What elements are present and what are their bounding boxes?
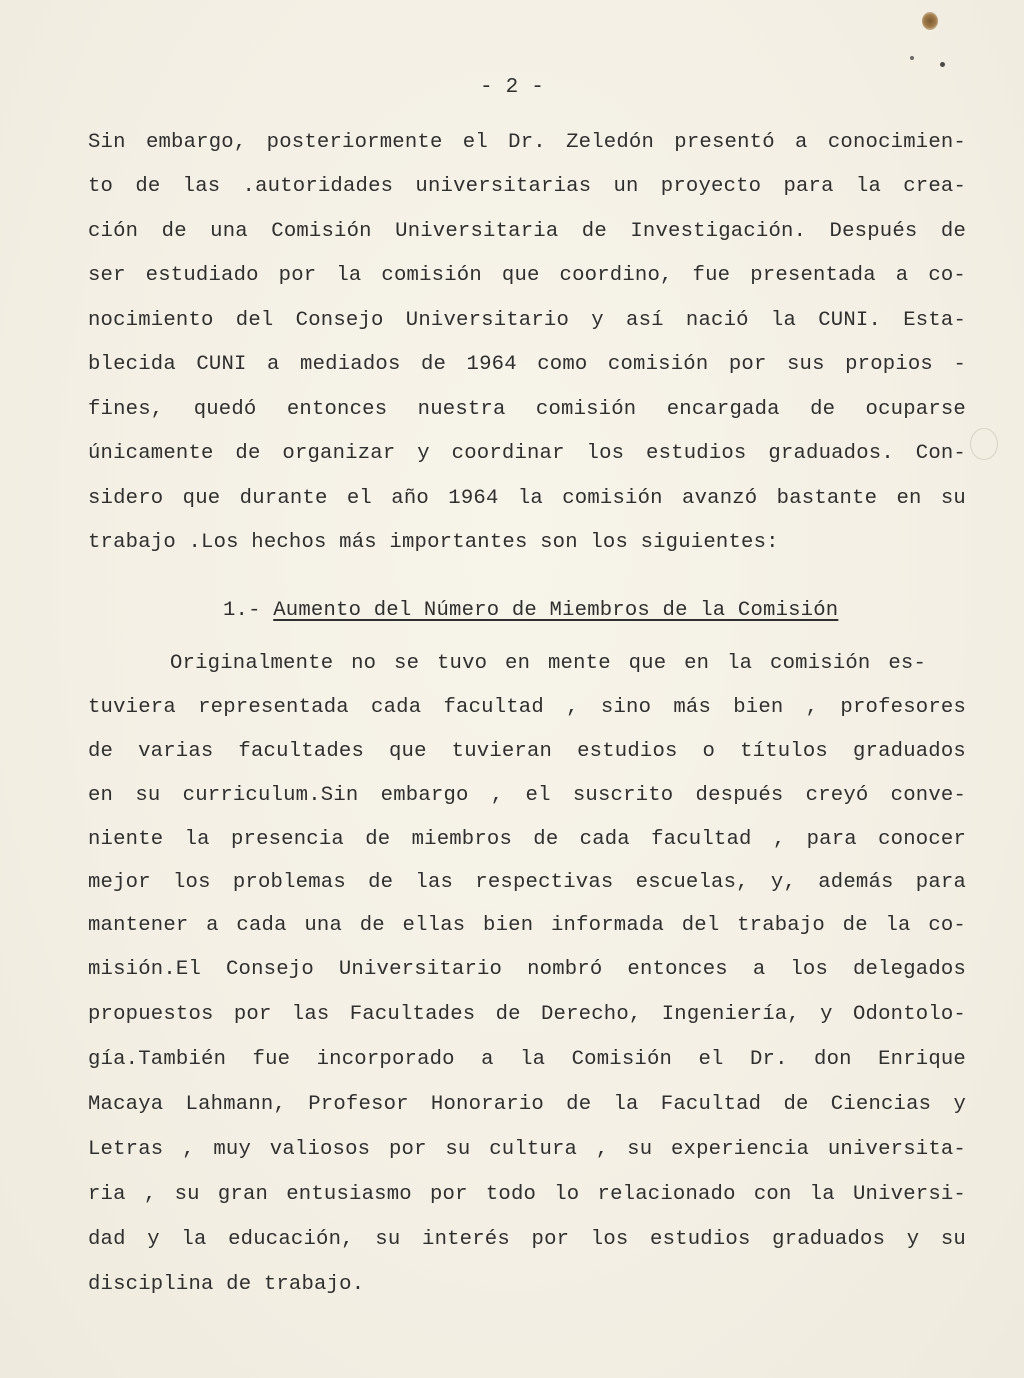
text-line: ción de una Comisión Universitaria de Investigación. Después de — [88, 220, 966, 243]
text-line: Letras , muy valiosos por su cultura , su experiencia universita- — [88, 1138, 966, 1161]
text-line: trabajo .Los hechos más importantes son los siguientes: — [88, 531, 779, 554]
text-line: ria , su gran entusiasmo por todo lo relacionado con la Universi- — [88, 1183, 966, 1206]
text-line: dad y la educación, su interés por los estudios graduados y su — [88, 1228, 966, 1251]
text-line: disciplina de trabajo. — [88, 1273, 365, 1296]
paper-mark — [970, 428, 998, 460]
ink-dot — [940, 62, 945, 67]
text-line: únicamente de organizar y coordinar los estudios graduados. Con- — [88, 442, 966, 465]
section-heading — [223, 596, 838, 626]
text-line: propuestos por las Facultades de Derecho, Ingeniería, y Odontolo- — [88, 1003, 966, 1026]
text-line: blecida CUNI a mediados de 1964 como comisión por sus propios - — [88, 353, 966, 376]
text-line: fines, quedó entonces nuestra comisión encargada de ocuparse — [88, 398, 966, 421]
text-line: mejor los problemas de las respectivas escuelas, y, además para — [88, 871, 966, 894]
text-line: ser estudiado por la comisión que coordino, fue presentada a co- — [88, 264, 966, 287]
ink-dot — [910, 56, 914, 60]
heading-title: Aumento del Número de Miembros de la Comisión — [273, 599, 839, 622]
text-line: gía.También fue incorporado a la Comisión el Dr. don Enrique — [88, 1048, 966, 1071]
text-line: Macaya Lahmann, Profesor Honorario de la Facultad de Ciencias y — [88, 1093, 966, 1116]
text-line: Sin embargo, posteriormente el Dr. Zeledón presentó a conocimien- — [88, 131, 966, 154]
page-number: - 2 - — [479, 76, 544, 99]
text-line: niente la presencia de miembros de cada facultad , para conocer — [88, 828, 966, 851]
text-line: de varias facultades que tuvieran estudios o títulos graduados — [88, 740, 966, 763]
text-line: en su curriculum.Sin embargo , el suscrito después creyó conve- — [88, 784, 966, 807]
heading-number: 1.- — [223, 599, 274, 622]
text-line: misión.El Consejo Universitario nombró entonces a los delegados — [88, 958, 966, 981]
text-line: Originalmente no se tuvo en mente que en la comisión es- — [170, 652, 926, 675]
text-line: sidero que durante el año 1964 la comisión avanzó bastante en su — [88, 487, 966, 510]
ink-smudge — [922, 12, 938, 30]
text-line: to de las .autoridades universitarias un proyecto para la crea- — [88, 175, 966, 198]
text-line: nocimiento del Consejo Universitario y así nació la CUNI. Esta- — [88, 309, 966, 332]
text-line: tuviera representada cada facultad , sino más bien , profesores — [88, 696, 966, 719]
text-line: mantener a cada una de ellas bien informada del trabajo de la co- — [88, 914, 966, 937]
